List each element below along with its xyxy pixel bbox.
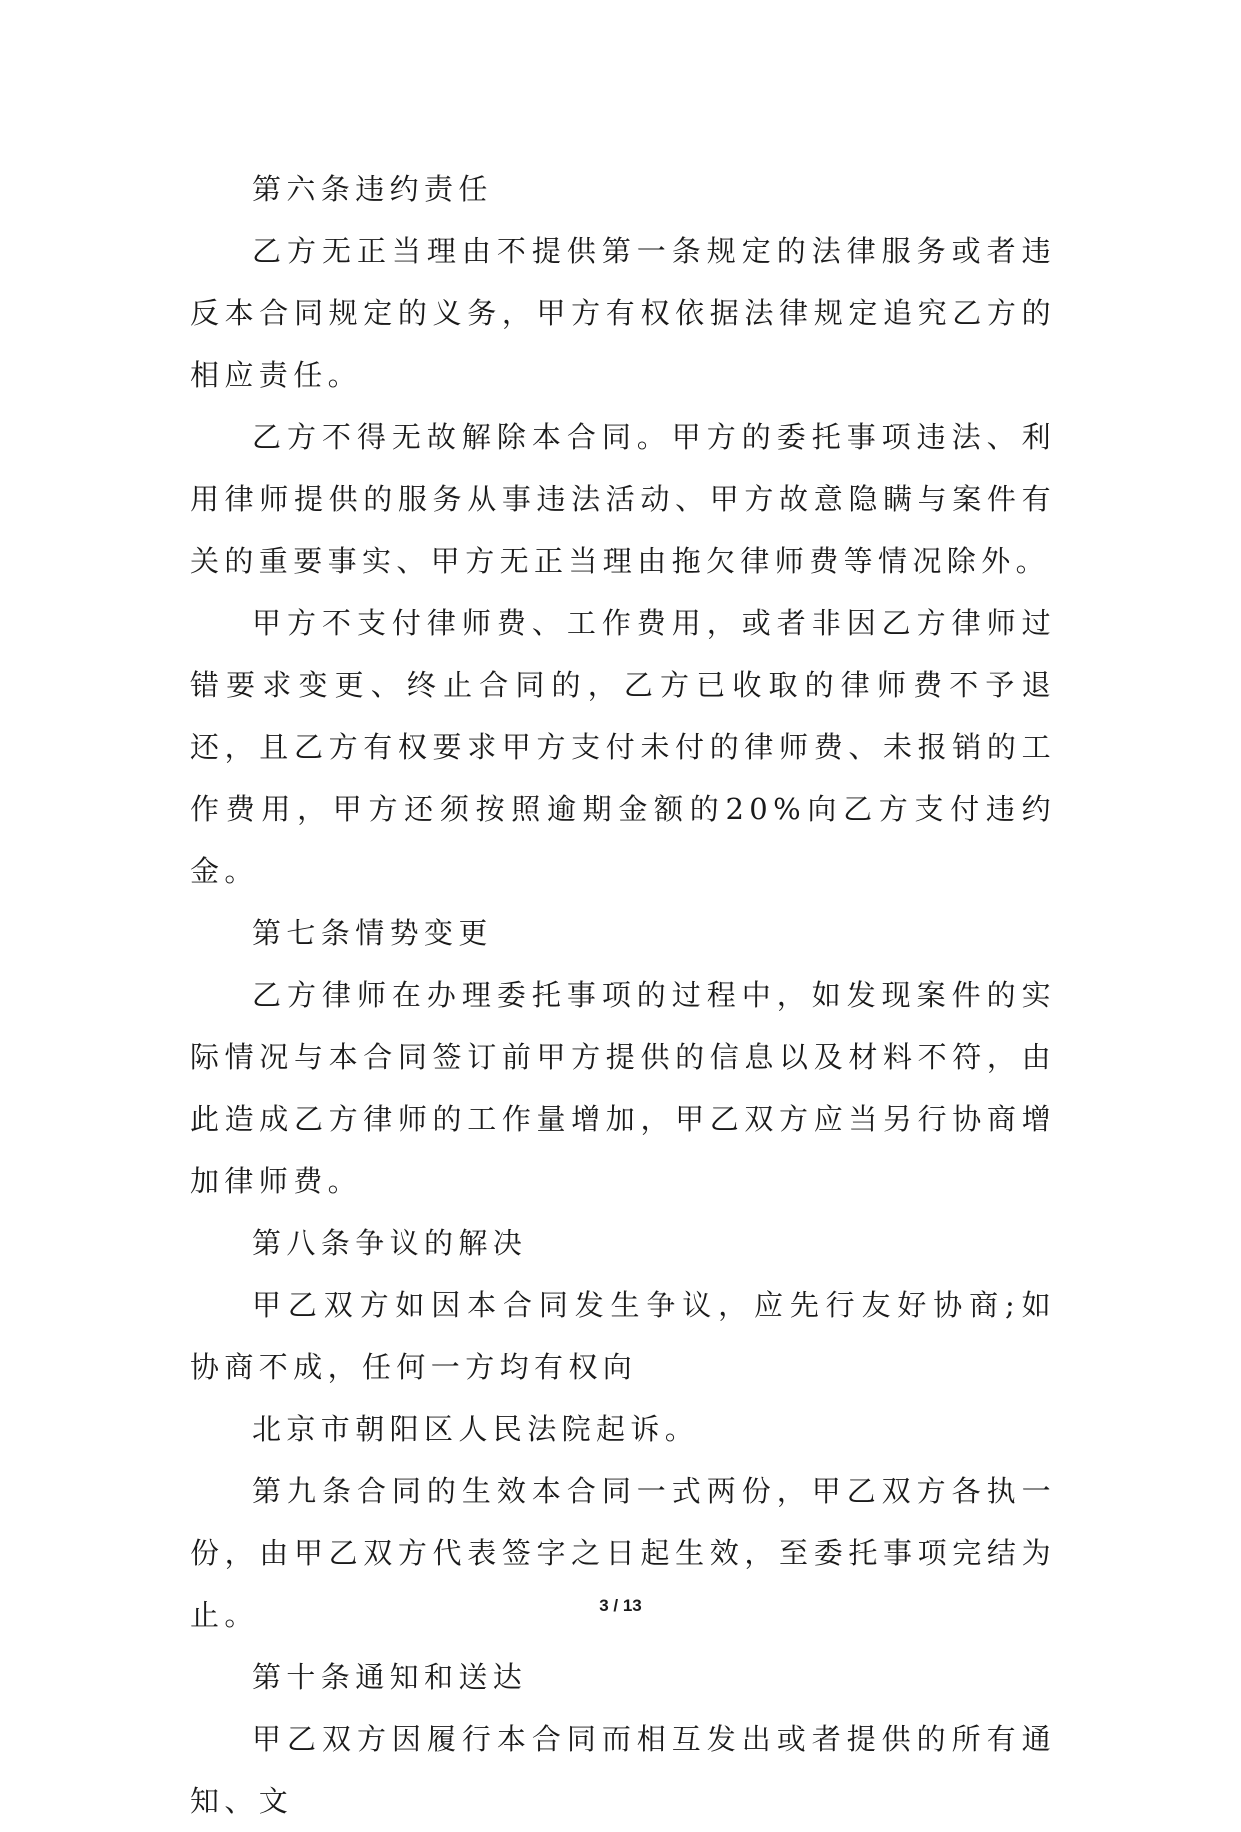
article-7-heading: 第七条情势变更 [252, 916, 493, 950]
article-7-paragraph-1: 乙方律师在办理委托事项的过程中，如发现案件的实际情况与本合同签订前甲方提供的信息以及材料不符，由此造成乙方律师的工作量增加，甲乙双方应当另行协商增加律师费。 [190, 978, 1056, 1198]
article-10-heading: 第十条通知和送达 [252, 1660, 528, 1694]
article-6-paragraph-3: 甲方不支付律师费、工作费用，或者非因乙方律师过错要求变更、终止合同的，乙方已收取的律师费不予退还，且乙方有权要求甲方支付未付的律师费、未报销的工作费用，甲方还须按照逾期金额的20%向乙方支付违约金。 [190, 606, 1056, 888]
document-body [190, 158, 1056, 1832]
page-number: 3 / 13 [599, 1596, 642, 1615]
article-9-paragraph: 第九条合同的生效本合同一式两份，甲乙双方各执一份，由甲乙双方代表签字之日起生效，至委托事项完结为止。 [190, 1474, 1056, 1632]
article-6-paragraph-2: 乙方不得无故解除本合同。甲方的委托事项违法、利用律师提供的服务从事违法活动、甲方故意隐瞒与案件有关的重要事实、甲方无正当理由拖欠律师费等情况除外。 [190, 420, 1056, 578]
article-6-paragraph-1: 乙方无正当理由不提供第一条规定的法律服务或者违反本合同规定的义务，甲方有权依据法律规定追究乙方的相应责任。 [190, 234, 1056, 392]
article-6-heading: 第六条违约责任 [252, 172, 493, 206]
article-8-heading: 第八条争议的解决 [252, 1226, 528, 1260]
article-8-paragraph-2: 北京市朝阳区人民法院起诉。 [252, 1412, 700, 1446]
article-10-paragraph-1: 甲乙双方因履行本合同而相互发出或者提供的所有通知、文 [190, 1722, 1056, 1818]
article-8-paragraph-1: 甲乙双方如因本合同发生争议，应先行友好协商;如协商不成，任何一方均有权向 [190, 1288, 1056, 1384]
